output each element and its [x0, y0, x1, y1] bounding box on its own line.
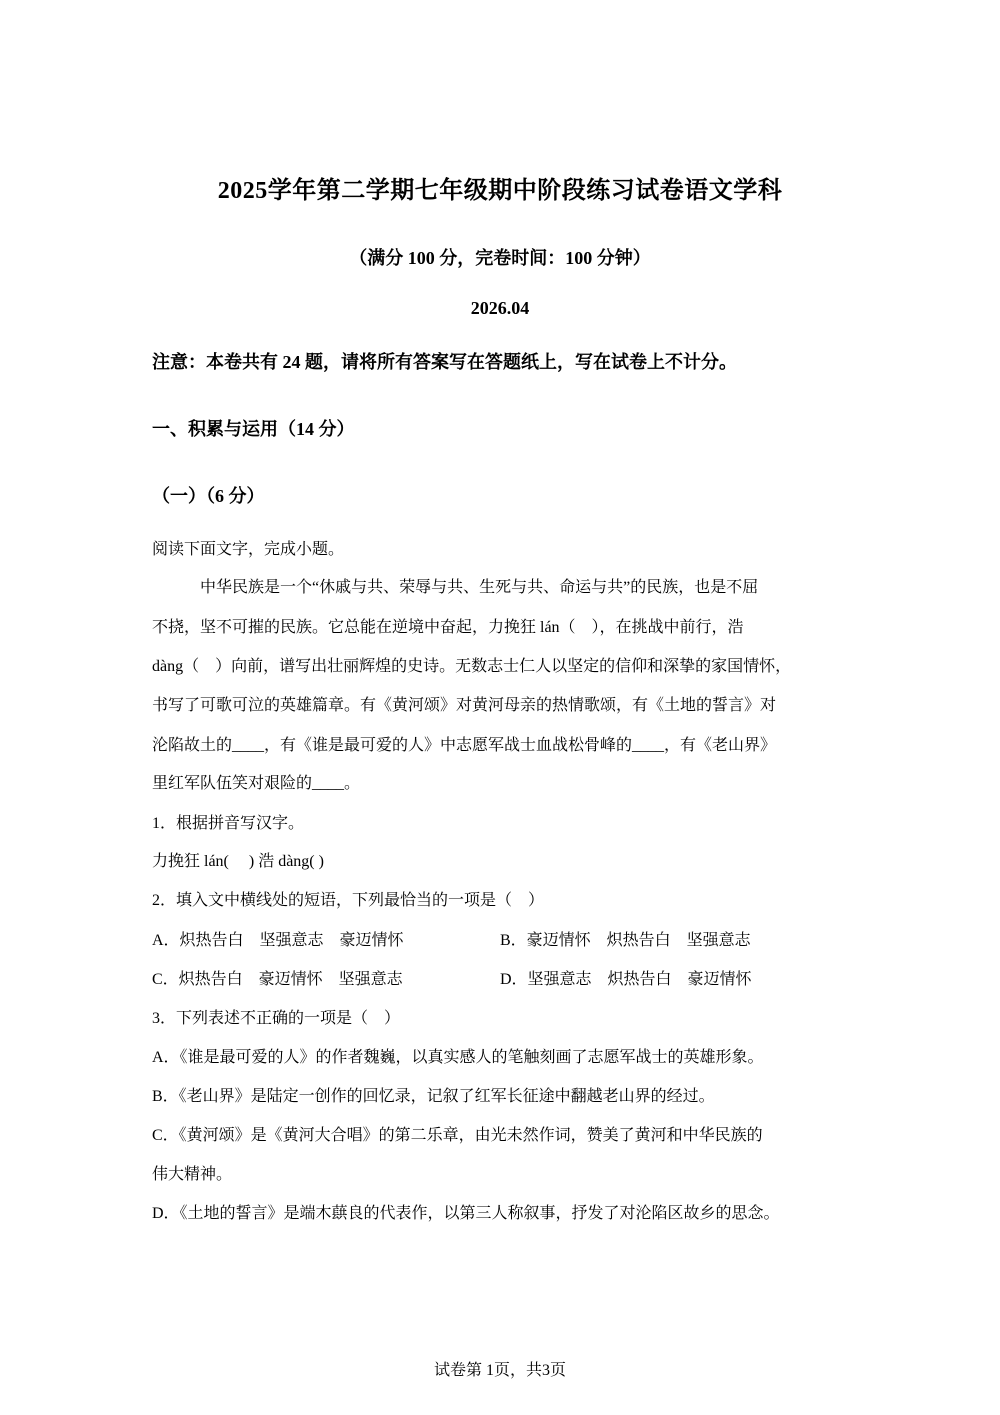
exam-date: 2026.04	[470, 298, 530, 318]
section-heading: 一、积累与运用（14 分）	[152, 419, 355, 439]
question-3-option-c-continued: 伟大精神。	[152, 1166, 233, 1183]
question-1-prompt: 力挽狂 lán( ) 浩 dàng( )	[152, 853, 324, 870]
question-3-option-a: A．《谁是最可爱的人》的作者魏巍，以真实感人的笔触刻画了志愿军战士的英雄形象。	[152, 1049, 764, 1066]
question-3-option-b: B．《老山界》是陆定一创作的回忆录，记叙了红军长征途中翻越老山界的经过。	[152, 1088, 715, 1105]
question-2-option-b: B．豪迈情怀 炽热告白 坚强意志	[500, 932, 751, 949]
exam-notice: 注意：本卷共有 24 题，请将所有答案写在答题纸上，写在试卷上不计分。	[152, 352, 737, 372]
passage-line: 里红军队伍笑对艰险的____。	[152, 775, 361, 792]
question-2-option-a: A．炽热告白 坚强意志 豪迈情怀	[152, 932, 404, 949]
passage-line: dàng（ ）向前，谱写出壮丽辉煌的史诗。无数志士仁人以坚定的信仰和深挚的家国情怀，	[152, 658, 792, 675]
page-title: 2025学年第二学期七年级期中阶段练习试卷语文学科	[217, 178, 783, 204]
page-footer: 试卷第 1页，共3页	[433, 1362, 566, 1379]
question-3-option-d: D．《土地的誓言》是端木蕻良的代表作，以第三人称叙事，抒发了对沦陷区故乡的思念。	[152, 1205, 780, 1222]
question-3-option-c: C．《黄河颂》是《黄河大合唱》的第二乐章，由光未然作词，赞美了黄河和中华民族的	[152, 1127, 763, 1144]
question-2-option-d: D．坚强意志 炽热告白 豪迈情怀	[500, 971, 752, 988]
question-1-stem: 1．根据拼音写汉字。	[152, 815, 305, 832]
exam-subtitle: （满分 100 分，完卷时间：100 分钟）	[349, 248, 651, 268]
part-heading: （一）（6 分）	[152, 486, 265, 506]
question-3-stem: 3．下列表述不正确的一项是（ ）	[152, 1010, 401, 1027]
question-2-option-c: C．炽热告白 豪迈情怀 坚强意志	[152, 971, 403, 988]
passage-line: 沦陷故土的____，有《谁是最可爱的人》中志愿军战士血战松骨峰的____，有《老山界》	[152, 737, 777, 754]
question-2-stem: 2．填入文中横线处的短语，下列最恰当的一项是（ ）	[152, 892, 545, 909]
passage-line: 不挠，坚不可摧的民族。它总能在逆境中奋起，力挽狂 lán（ ），在挑战中前行，浩	[152, 619, 744, 636]
passage-line: 中华民族是一个“休戚与共、荣辱与共、生死与共、命运与共”的民族，也是不屈	[200, 579, 759, 596]
passage-line: 书写了可歌可泣的英雄篇章。有《黄河颂》对黄河母亲的热情歌颂，有《土地的誓言》对	[152, 697, 777, 714]
reading-instruction: 阅读下面文字，完成小题。	[152, 541, 345, 558]
